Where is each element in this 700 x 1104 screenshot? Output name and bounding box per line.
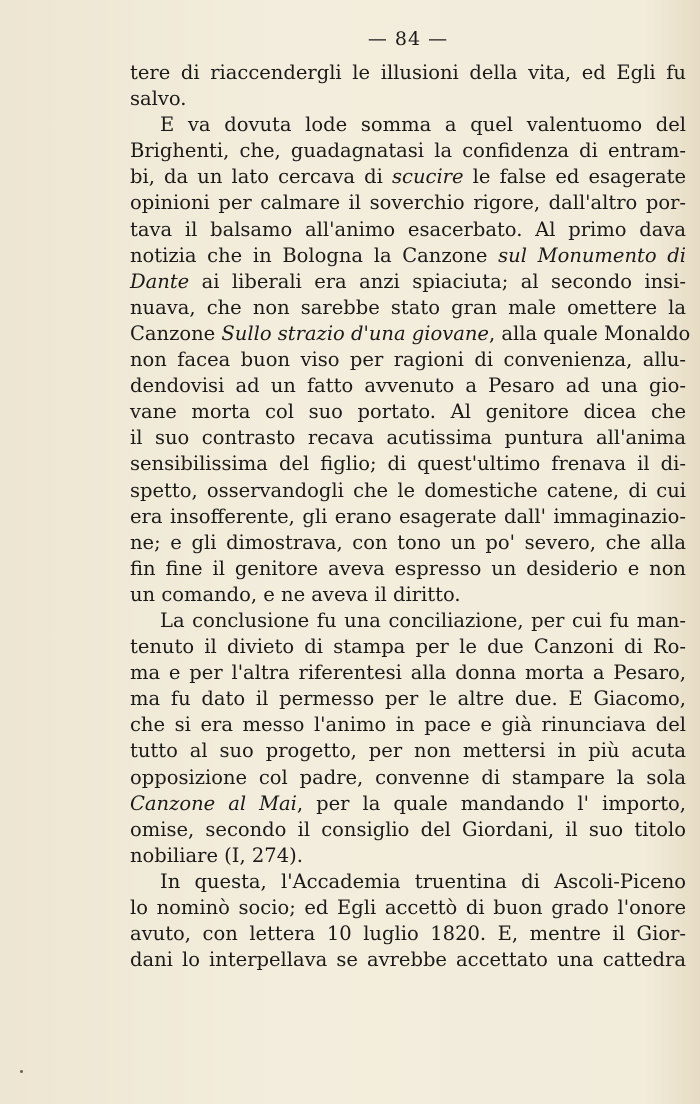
italic-phrase: sul Monumento di [498,243,686,267]
text-line: opposizione col padre, convenne di stampare la sola [130,765,686,789]
text-line: bi, da un lato cercava di scucire le false ed esagerate [130,165,686,189]
text-line: omise, secondo il consiglio del Giordani, il suo titolo [130,817,686,841]
text-line: notizia che in Bologna la Canzone sul Monumento di [130,243,686,267]
text-line: vane morta col suo portato. Al genitore dicea che [130,400,686,424]
text-line: La conclusione fu una conciliazione, per cui fu man- [160,608,686,632]
text-line: Canzone al Mai, per la quale mandando l' importo, [130,791,686,815]
italic-phrase: Dante [130,269,190,293]
text-line: spetto, osservandogli che le domestiche catene, di cui [130,478,686,502]
page-number: — 84 — [367,28,449,50]
italic-phrase: Sullo strazio d'una giovane [221,321,489,345]
text-line: salvo. [130,87,187,111]
italic-phrase: scucire [392,165,464,189]
text-line: sensibilissima del figlio; di quest'ultimo frenava il di- [130,452,686,476]
text-line: non facea buon viso per ragioni di convenienza, allu- [130,348,686,372]
italic-phrase: Canzone al Mai [130,791,297,815]
text-line: un comando, e ne aveva il diritto. [130,582,461,606]
text-line: tava il balsamo all'animo esacerbato. Al primo dava [130,217,686,241]
text-line: tenuto il divieto di stampa per le due Canzoni di Ro- [130,635,686,659]
text-line: In questa, l'Accademia truentina di Ascoli-Piceno [160,869,686,893]
text-line: fin fine il genitore aveva espresso un desiderio e non [130,556,686,580]
text-line: ma e per l'altra riferentesi alla donna morta a Pesaro, [130,661,686,685]
text-line: avuto, con lettera 10 luglio 1820. E, mentre il Gior- [130,922,686,946]
page-speck [20,1070,23,1073]
text-line: Canzone Sullo strazio d'una giovane, alla quale Monaldo [130,321,691,345]
text-line: dendovisi ad un fatto avvenuto a Pesaro ad una gio- [130,374,686,398]
text-line: dani lo interpellava se avrebbe accettato una cattedra [130,948,686,972]
text-line: che si era messo l'animo in pace e già rinunciava del [130,713,686,737]
text-line: nobiliare (I, 274). [130,843,303,867]
text-line: tutto al suo progetto, per non mettersi in più acuta [130,739,686,763]
text-line: lo nominò socio; ed Egli accettò di buon grado l'onore [130,896,686,919]
page-number-header [0,28,700,50]
text-line: ma fu dato il permesso per le altre due. E Giacomo, [130,687,686,711]
text-line: Brighenti, che, guadagnatasi la confidenza di entram- [130,139,686,163]
text-line: opinioni per calmare il soverchio rigore, dall'altro por- [130,191,686,215]
text-line: era insofferente, gli erano esagerate dall' immaginazio- [130,504,686,528]
text-line: il suo contrasto recava acutissima puntura all'anima [130,426,686,450]
text-line: tere di riaccendergli le illusioni della vita, ed Egli fu [130,61,686,84]
text-line: E va dovuta lode somma a quel valentuomo del [160,113,686,137]
text-line: ne; e gli dimostrava, con tono un po' severo, che alla [130,530,686,554]
text-line: Dante ai liberali era anzi spiaciuta; al secondo insi- [130,269,686,293]
body-text [130,60,691,973]
text-line: nuava, che non sarebbe stato gran male omettere la [130,295,686,319]
